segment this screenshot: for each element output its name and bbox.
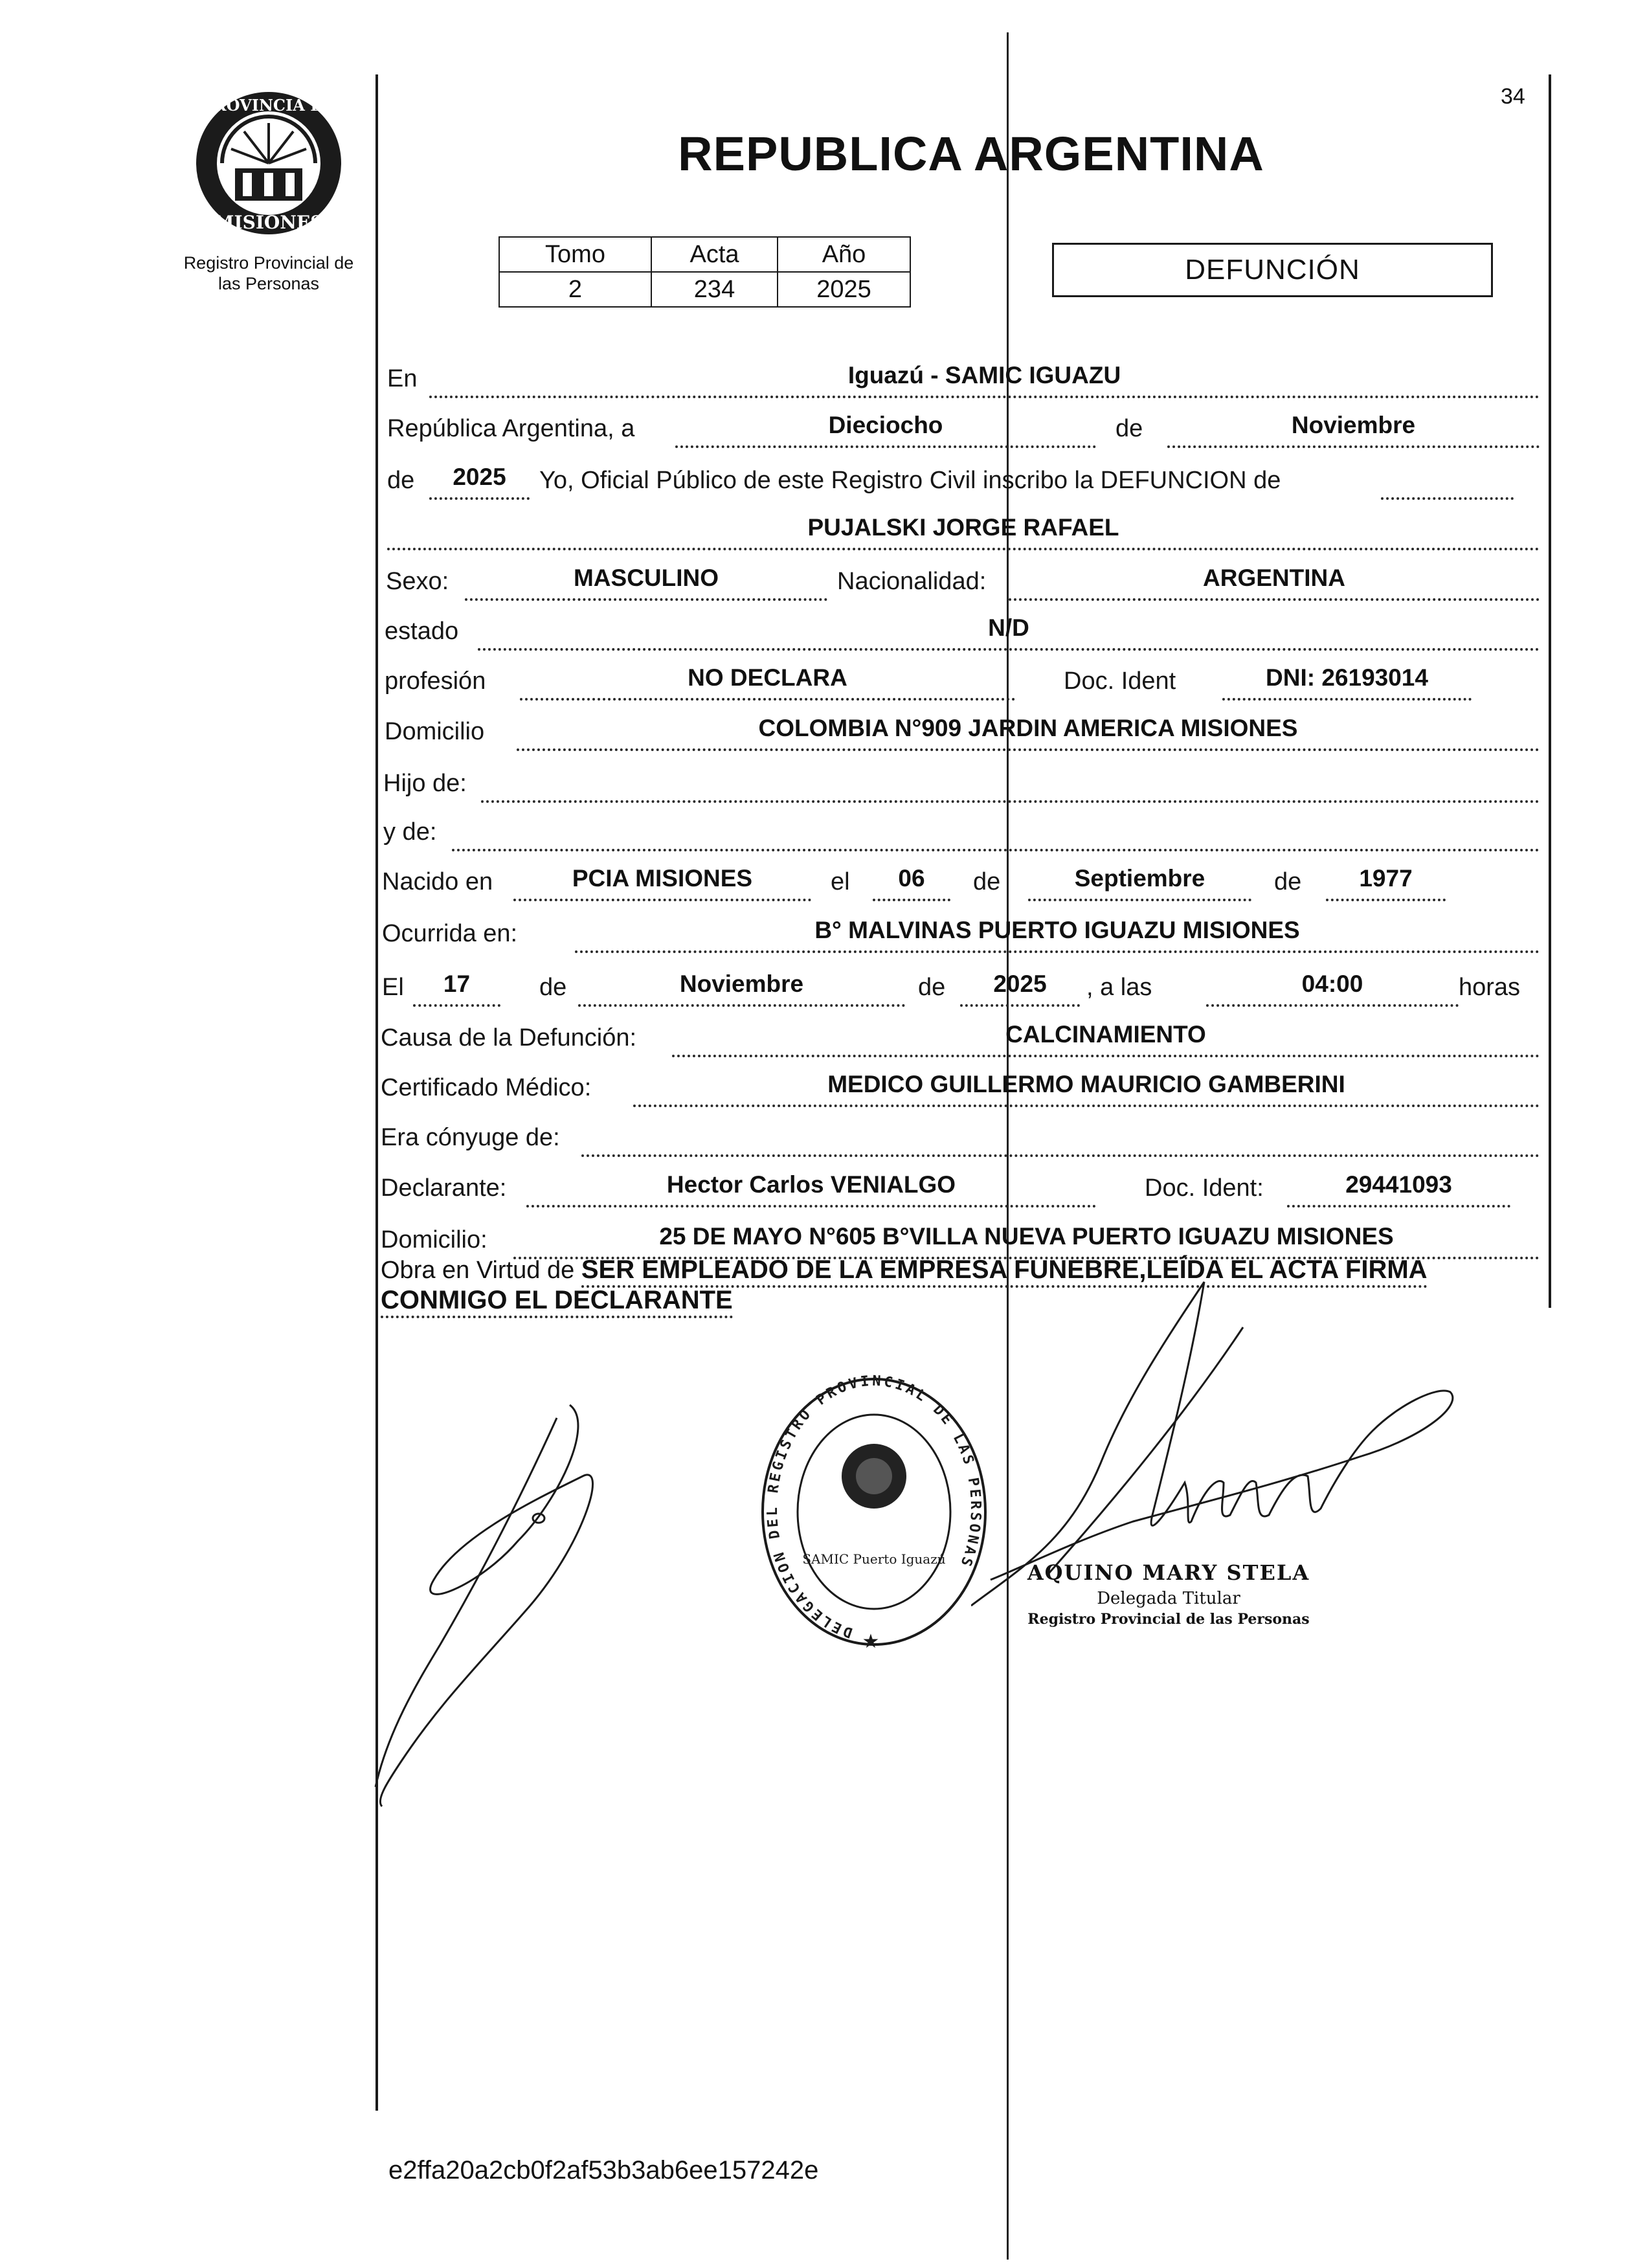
sexo-value: MASCULINO [573, 565, 719, 591]
republica-de-label: de [1115, 415, 1143, 442]
nacionalidad-field [1009, 561, 1540, 601]
estado-label: estado [385, 618, 459, 645]
y-de-field [452, 811, 1540, 851]
doc-ident-label: Doc. Ident [1064, 668, 1176, 695]
row-y-de [381, 813, 1540, 851]
row-republica [381, 409, 1540, 448]
estado-value: N/D [988, 614, 1029, 641]
el-day-field [413, 967, 500, 1007]
tomo-value: 2 [499, 272, 651, 307]
conyuge-field [581, 1117, 1540, 1157]
ocurrida-field [575, 913, 1540, 953]
row-declarante [381, 1169, 1540, 1207]
year-value: 2025 [453, 464, 506, 490]
el-month-value: Noviembre [679, 971, 804, 997]
month-value: Noviembre [1291, 412, 1416, 438]
obra-value: SER EMPLEADO DE LA EMPRESA FUNEBRE,LEÍDA EL ACTA FIRMA CONMIGO EL DECLARANTE [381, 1255, 1428, 1318]
republica-label: República Argentina, a [387, 415, 635, 442]
en-value: Iguazú - SAMIC IGUAZU [847, 362, 1121, 388]
row-ocurrida [381, 914, 1540, 953]
province-crest-logo [191, 87, 346, 240]
el-time-field [1206, 967, 1459, 1007]
el-day-value: 17 [443, 971, 471, 997]
domicilio2-label: Domicilio: [381, 1226, 488, 1253]
domicilio-value: COLOMBIA N°909 JARDIN AMERICA MISIONES [758, 715, 1298, 741]
nacido-year-field [1326, 861, 1446, 901]
deceased-name-field [387, 510, 1540, 550]
el-de1-label: de [539, 974, 567, 1001]
month-field [1167, 408, 1540, 448]
registry-caption [149, 253, 388, 294]
nacido-day-field [873, 861, 950, 901]
el-year-value: 2025 [993, 971, 1047, 997]
certificado-value: MEDICO GUILLERMO MAURICIO GAMBERINI [827, 1071, 1345, 1097]
conyuge-label: Era cónyuge de: [381, 1124, 560, 1151]
registry-seal [751, 1373, 997, 1677]
ocurrida-label: Ocurrida en: [382, 920, 518, 947]
en-field [429, 358, 1540, 398]
profesion-value: NO DECLARA [688, 664, 847, 691]
table-header-tomo: Tomo [499, 237, 651, 272]
year-de-label: de [387, 467, 415, 494]
declarante-label: Declarante: [381, 1174, 507, 1202]
nacido-month-field [1028, 861, 1251, 901]
el-month-field [578, 967, 905, 1007]
reference-table [499, 236, 911, 308]
oficial-text: Yo, Oficial Público de este Registro Civil inscribo la DEFUNCION de [539, 467, 1281, 494]
profesion-label: profesión [385, 668, 486, 695]
official-name: AQUINO MARY STELA [1027, 1560, 1310, 1585]
declarante-doc-label: Doc. Ident: [1145, 1174, 1264, 1202]
profesion-field [520, 660, 1015, 701]
sexo-field [465, 561, 827, 601]
nacido-label: Nacido en [382, 868, 493, 895]
right-margin-line [1549, 74, 1551, 1308]
row-causa [381, 1018, 1540, 1057]
doc-ident-field [1222, 660, 1472, 701]
row-certificado [381, 1068, 1540, 1107]
nacido-el-label: el [831, 868, 850, 895]
declarante-doc-value: 29441093 [1345, 1171, 1452, 1198]
ocurrida-value: B° MALVINAS PUERTO IGUAZU MISIONES [814, 917, 1300, 943]
declarante-field [526, 1167, 1096, 1207]
row-estado [381, 612, 1540, 651]
hijo-field [481, 763, 1540, 803]
el-a-las-label: , a las [1086, 974, 1152, 1001]
doc-ident-value: DNI: 26193014 [1266, 664, 1428, 691]
y-de-label: y de: [383, 818, 437, 846]
registry-caption-line1: Registro Provincial de [183, 253, 354, 273]
el-year-field [960, 967, 1080, 1007]
nacido-day-value: 06 [898, 865, 925, 892]
causa-value: CALCINAMIENTO [1005, 1021, 1206, 1048]
domicilio2-value: 25 DE MAYO N°605 B°VILLA NUEVA PUERTO IGUAZU MISIONES [659, 1223, 1394, 1250]
row-name [381, 511, 1540, 550]
anio-value: 2025 [778, 272, 910, 307]
obra-label: Obra en Virtud de [381, 1257, 575, 1284]
day-field [675, 408, 1096, 448]
nacido-place-value: PCIA MISIONES [572, 865, 753, 892]
nacionalidad-label: Nacionalidad: [837, 568, 987, 595]
row-domicilio2 [381, 1220, 1540, 1259]
nacido-month-value: Septiembre [1074, 865, 1205, 892]
seal-star-icon: ★ [862, 1631, 880, 1652]
official-office: Registro Provincial de las Personas [1027, 1611, 1310, 1628]
el-horas-label: horas [1459, 974, 1521, 1001]
el-time-value: 04:00 [1301, 971, 1363, 997]
row-sexo [381, 562, 1540, 601]
en-label: En [387, 365, 418, 392]
nacido-de1-label: de [973, 868, 1001, 895]
declarant-signature [363, 1398, 699, 1813]
document-hash: e2ffa20a2cb0f2af53b3ab6ee157242e [388, 2156, 819, 2184]
causa-field [672, 1017, 1540, 1057]
official-role: Delegada Titular [1097, 1589, 1240, 1608]
logo-text-bottom: MISIONES [214, 212, 324, 233]
deceased-name-value: PUJALSKI JORGE RAFAEL [807, 514, 1119, 541]
seal-ring-text: DELEGACION DEL REGISTRO PROVINCIAL DE LAS PERSONAS [764, 1373, 984, 1641]
row-domicilio [381, 712, 1540, 751]
acta-value: 234 [651, 272, 778, 307]
domicilio2-field [513, 1219, 1540, 1259]
registry-caption-line2: las Personas [218, 274, 320, 293]
certificado-field [633, 1067, 1540, 1107]
page-title: REPUBLICA ARGENTINA [678, 127, 1264, 181]
domicilio-label: Domicilio [385, 718, 485, 745]
row-conyuge [381, 1118, 1540, 1157]
certificado-label: Certificado Médico: [381, 1074, 592, 1101]
row-nacido [381, 862, 1540, 901]
nacido-de2-label: de [1274, 868, 1302, 895]
logo-text-top: PROVINCIA DE [201, 96, 336, 115]
record-type-box: DEFUNCIÓN [1052, 243, 1493, 297]
day-value: Dieciocho [828, 412, 943, 438]
hijo-label: Hijo de: [383, 770, 467, 797]
el-label: El [382, 974, 404, 1001]
declarante-value: Hector Carlos VENIALGO [666, 1171, 956, 1198]
row-hijo [381, 764, 1540, 803]
nacionalidad-value: ARGENTINA [1203, 565, 1345, 591]
el-de2-label: de [918, 974, 946, 1001]
nacido-place-field [513, 861, 811, 901]
year-trailing-field [1381, 460, 1514, 500]
causa-label: Causa de la Defunción: [381, 1024, 637, 1051]
estado-field [478, 611, 1540, 651]
nacido-year-value: 1977 [1359, 865, 1413, 892]
year-field [429, 460, 530, 500]
row-el [381, 968, 1540, 1007]
official-stamp [1020, 1560, 1317, 1628]
page-number: 34 [1501, 84, 1525, 109]
row-year [381, 461, 1540, 500]
table-header-acta: Acta [651, 237, 778, 272]
declarante-doc-field [1287, 1167, 1510, 1207]
row-profesion [381, 662, 1540, 701]
row-en [381, 359, 1540, 398]
domicilio-field [517, 711, 1540, 751]
seal-inner-text: SAMIC Puerto Iguazú [802, 1551, 946, 1567]
sexo-label: Sexo: [386, 568, 449, 595]
table-header-anio: Año [778, 237, 910, 272]
